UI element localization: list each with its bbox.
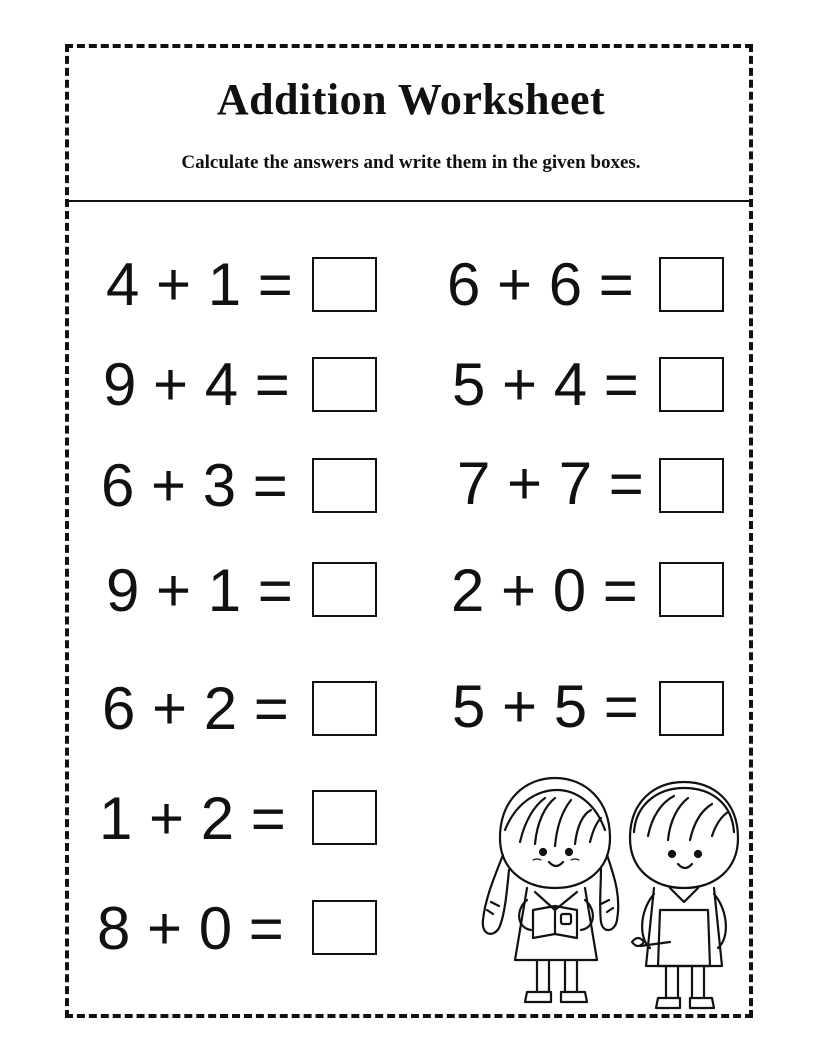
answer-box-12[interactable]	[312, 900, 377, 955]
problem-13: 8 + 0 =	[97, 895, 284, 962]
problem-2: 6 + 6 =	[447, 251, 634, 318]
answer-box-9[interactable]	[312, 681, 377, 736]
instructions-text: Calculate the answers and write them in the given boxes.	[181, 152, 641, 173]
problem-5: 6 + 3 =	[101, 452, 288, 519]
boy-figure	[630, 782, 738, 1008]
answer-box-5[interactable]	[312, 458, 377, 513]
answer-box-2[interactable]	[659, 257, 724, 312]
answer-box-11[interactable]	[312, 790, 377, 845]
girl-figure	[483, 778, 618, 1002]
answer-box-3[interactable]	[312, 357, 377, 412]
problem-7: 9 + 1 =	[106, 557, 293, 624]
answer-box-6[interactable]	[659, 458, 724, 513]
children-reading-illustration-icon	[465, 760, 755, 1015]
problem-9: 6 + 2 =	[102, 675, 289, 742]
answer-box-4[interactable]	[659, 357, 724, 412]
answer-box-8[interactable]	[659, 562, 724, 617]
page-title: Addition Worksheet	[216, 75, 606, 124]
problem-6: 7 + 7 =	[457, 450, 644, 517]
answer-box-10[interactable]	[659, 681, 724, 736]
problem-10: 5 + 5 =	[452, 673, 639, 740]
answer-box-1[interactable]	[312, 257, 377, 312]
problem-3: 9 + 4 =	[103, 351, 290, 418]
problem-4: 5 + 4 =	[452, 351, 639, 418]
problem-1: 4 + 1 =	[106, 251, 293, 318]
problem-11: 1 + 2 =	[99, 785, 286, 852]
problem-8: 2 + 0 =	[451, 557, 638, 624]
answer-box-7[interactable]	[312, 562, 377, 617]
header-divider	[67, 200, 753, 202]
